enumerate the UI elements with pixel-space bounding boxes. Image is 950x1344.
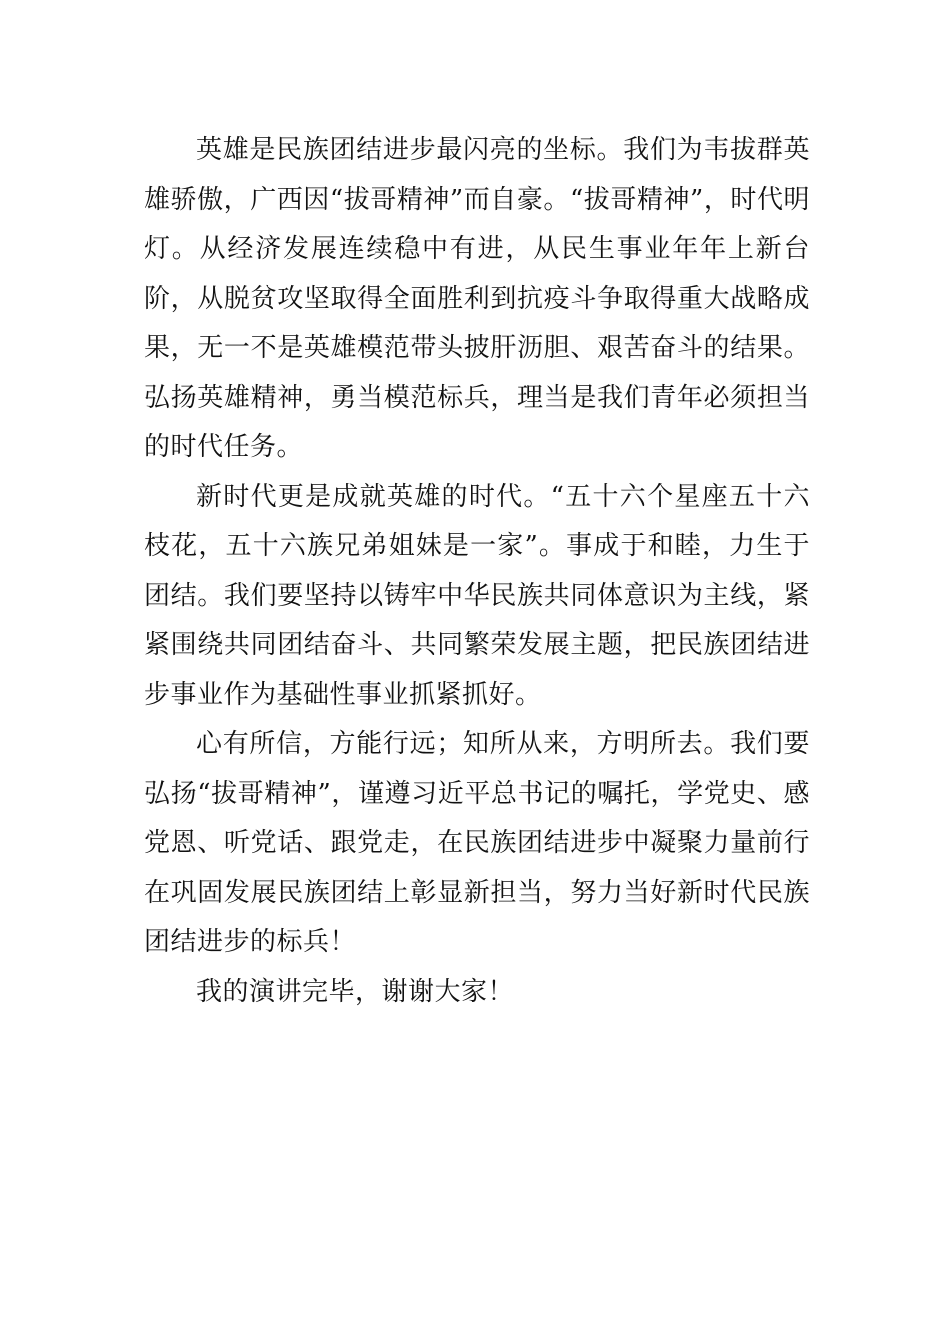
paragraph-closing: 我的演讲完毕，谢谢大家！ xyxy=(196,976,515,1007)
paragraph-hero-symbol: 英雄是民族团结进步最闪亮的坐标。我们为韦拔群英雄骄傲，广西因“拔哥精神”而自豪。“拔哥精神”，时代明灯。从经济发展连续稳中有进，从民生事业年年上新台阶，从脱贫攻坚取得全面胜利到抗疫斗争取得重大战略成果，无一不是英雄模范带头披肝沥胆、艰苦奋斗的结果。弘扬英雄精神，勇当模范标兵，理当是我们青年必须担当的时代任务。 xyxy=(144,135,810,462)
document-body xyxy=(144,126,810,1017)
paragraph-belief: 心有所信，方能行远；知所从来，方明所去。我们要弘扬“拔哥精神”，谨遵习近平总书记的嘱托，学党史、感党恩、听党话、跟党走，在民族团结进步中凝聚力量前行在巩固发展民族团结上彰显新担当，努力当好新时代民族团结进步的标兵！ xyxy=(144,729,810,957)
paragraph-new-era: 新时代更是成就英雄的时代。“五十六个星座五十六枝花，五十六族兄弟姐妹是一家”。事成于和睦，力生于团结。我们要坚持以铸牢中华民族共同体意识为主线，紧紧围绕共同团结奋斗、共同繁荣发展主题，把民族团结进步事业作为基础性事业抓紧抓好。 xyxy=(144,481,810,710)
